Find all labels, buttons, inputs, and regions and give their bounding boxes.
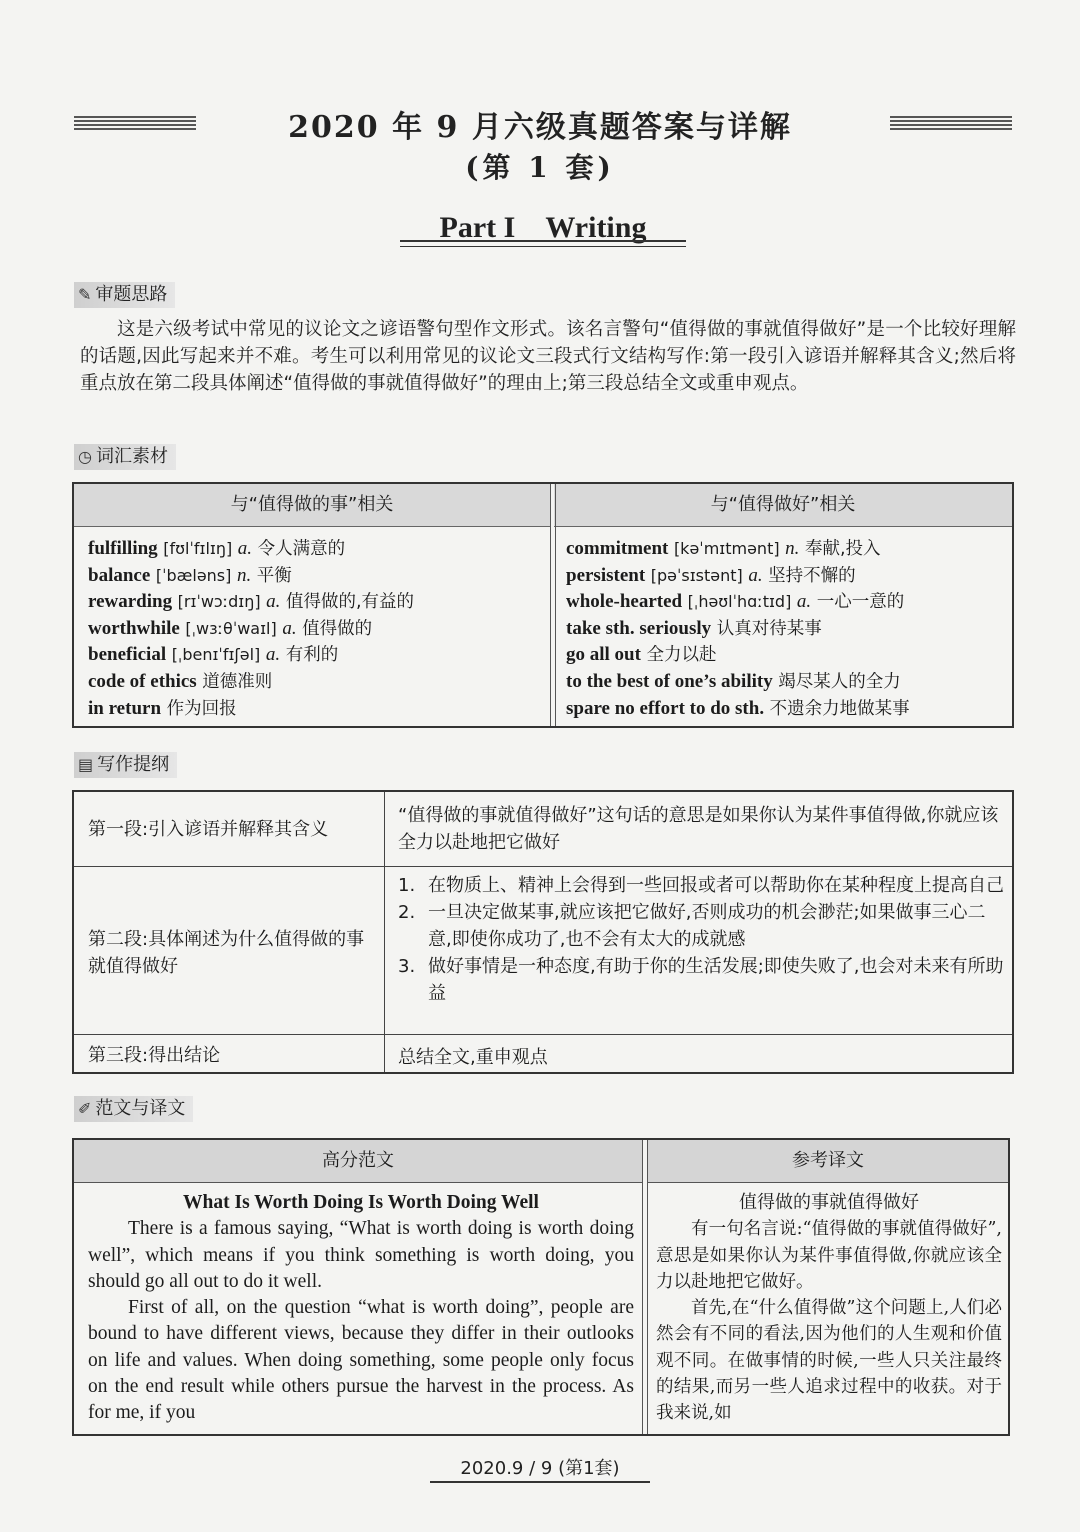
vocab-meaning: 道德准则 xyxy=(202,671,273,692)
vocab-word: persistent xyxy=(566,564,646,586)
vocab-item xyxy=(88,669,414,696)
outline-row2-content xyxy=(398,872,1004,1007)
vocab-part-of-speech: a. xyxy=(265,644,281,666)
vocab-item xyxy=(88,616,414,643)
vocab-item xyxy=(88,642,414,669)
vocab-phonetic: [ˌbenɪˈfɪʃəl] xyxy=(171,645,261,665)
vocab-phonetic: [pəˈsɪstənt] xyxy=(650,565,743,585)
sample-header-right: 参考译文 xyxy=(648,1140,1008,1183)
vocab-phonetic: [ˌhəʊlˈhɑːtɪd] xyxy=(687,592,792,612)
vocab-phonetic: [fʊlˈfɪlɪŋ] xyxy=(163,539,233,558)
vocab-item xyxy=(566,589,910,616)
vocab-part-of-speech: n. xyxy=(785,538,800,559)
sample-header-left: 高分范文 xyxy=(74,1140,642,1183)
vocab-part-of-speech: a. xyxy=(748,564,763,586)
vocab-list-left xyxy=(88,536,414,722)
vocab-meaning: 值得做的,有益的 xyxy=(286,592,415,613)
vocab-meaning: 全力以赴 xyxy=(646,645,717,666)
vocab-item xyxy=(88,563,414,590)
vocab-word: take sth. seriously xyxy=(566,617,712,639)
vocab-part-of-speech: n. xyxy=(236,564,252,586)
section-heading-label: 写作提纲 xyxy=(97,754,170,775)
vocab-item xyxy=(566,669,910,696)
outline-row3-label: 第三段:得出结论 xyxy=(88,1045,221,1066)
sample-essay-table xyxy=(72,1138,1010,1436)
vocab-word: whole-hearted xyxy=(566,591,683,613)
outline-point xyxy=(398,953,1004,1007)
english-essay xyxy=(88,1190,634,1427)
vocab-meaning: 竭尽某人的全力 xyxy=(778,671,901,692)
vocab-meaning: 坚持不懈的 xyxy=(768,565,856,586)
outline-point-text: 一旦决定做某事,就应该把它做好,否则成功的机会渺茫;如果做事三心二意,即使你成功了,也不会有太大的成就感 xyxy=(428,902,986,950)
part-underline xyxy=(400,240,686,247)
outline-point-number: 2. xyxy=(398,902,416,923)
english-essay-title: What Is Worth Doing Is Worth Doing Well xyxy=(183,1192,539,1213)
vocab-item xyxy=(88,589,414,616)
outline-column-divider xyxy=(384,792,385,1072)
sample-column-divider xyxy=(642,1140,648,1434)
outline-table xyxy=(72,790,1014,1074)
vocab-part-of-speech: a. xyxy=(282,617,297,639)
section-heading-label: 词汇素材 xyxy=(95,446,168,467)
vocab-meaning: 认真对待某事 xyxy=(716,618,822,639)
vocab-part-of-speech: a. xyxy=(237,538,253,559)
vocab-item xyxy=(566,696,910,723)
outline-row-divider xyxy=(74,866,1012,867)
vocab-list-right xyxy=(566,536,910,722)
section-heading-analysis xyxy=(74,282,175,308)
vocab-header-left: 与“值得做的事”相关 xyxy=(74,484,550,527)
vocab-item xyxy=(566,536,910,563)
outline-point-number: 1. xyxy=(398,875,416,896)
clock-icon: ◷ xyxy=(78,447,92,466)
chinese-paragraph-1: 有一句名言说:“值得做的事就值得做好”,意思是如果你认为某件事值得做,你就应该全力以赴地把它做好。 xyxy=(656,1219,1002,1292)
vocab-meaning: 值得做的 xyxy=(302,618,373,639)
vocab-item xyxy=(88,696,414,723)
vocab-item xyxy=(566,563,910,590)
outline-row3-content: 总结全文,重申观点 xyxy=(398,1047,548,1068)
vocab-column-divider xyxy=(550,484,556,726)
analysis-paragraph xyxy=(80,316,1016,397)
outline-row2-label: 第二段:具体阐述为什么值得做的事就值得做好 xyxy=(88,929,365,977)
vocab-word: worthwhile xyxy=(88,617,180,639)
vocab-meaning: 平衡 xyxy=(256,565,292,586)
vocab-part-of-speech: a. xyxy=(266,591,281,613)
vocabulary-table xyxy=(72,482,1014,728)
vocab-word: go all out xyxy=(566,644,641,666)
chinese-translation xyxy=(656,1190,1002,1427)
vocab-part-of-speech: a. xyxy=(796,591,812,613)
pencil-icon: ✎ xyxy=(78,285,92,304)
outline-point-text: 做好事情是一种态度,有助于你的生活发展;即使失败了,也会对未来有所助益 xyxy=(428,956,1004,1004)
vocab-phonetic: [rɪˈwɔːdɪŋ] xyxy=(177,592,261,612)
part-title: Part I Writing xyxy=(439,211,647,244)
vocab-word: code of ethics xyxy=(88,670,197,692)
vocab-word: fulfilling xyxy=(88,538,158,559)
vocab-meaning: 不遗余力地做某事 xyxy=(769,698,910,719)
brush-icon: ✐ xyxy=(78,1099,92,1118)
vocab-word: beneficial xyxy=(88,644,167,666)
english-paragraph-1: There is a famous saying, “What is worth doing is worth doing well”, which means if you think something is worth doing, you should go all out to do it well. xyxy=(88,1218,634,1292)
outline-point-number: 3. xyxy=(398,956,416,977)
chinese-paragraph-2: 首先,在“什么值得做”这个问题上,人们必然会有不同的看法,因为他们的人生观和价值观不同。在做事情的时候,一些人只关注最终的结果,而另一些人追求过程中的收获。对于我来说,如 xyxy=(656,1298,1002,1424)
notepad-icon: ▤ xyxy=(78,755,94,774)
vocab-phonetic: [ˈbæləns] xyxy=(155,565,232,585)
vocab-item xyxy=(88,536,414,563)
section-heading-sample xyxy=(74,1096,193,1122)
section-heading-outline xyxy=(74,752,177,778)
vocab-item xyxy=(566,642,910,669)
vocab-word: in return xyxy=(88,697,162,719)
vocab-word: balance xyxy=(88,564,151,586)
vocab-word: rewarding xyxy=(88,591,173,613)
analysis-text: 这是六级考试中常见的议论文之谚语警句型作文形式。该名言警句“值得做的事就值得做好”是一个比较好理解的话题,因此写起来并不难。考生可以利用常见的议论文三段式行文结构写作:第一段引入谚语并解释其含义;然后将重点放在第二段具体阐述“值得做的事就值得做好”的理由上;第三段总结全文或重申观点。 xyxy=(80,319,1016,394)
section-heading-vocabulary xyxy=(74,444,176,470)
outline-point xyxy=(398,899,1004,953)
vocab-meaning: 一心一意的 xyxy=(816,592,905,613)
vocab-phonetic: [kəˈmɪtmənt] xyxy=(673,539,780,558)
page-footer: 2020.9 / 9 (第1套) xyxy=(430,1454,650,1483)
chinese-translation-title: 值得做的事就值得做好 xyxy=(739,1192,919,1213)
outline-row1-content: “值得做的事就值得做好”这句话的意思是如果你认为某件事值得做,你就应该全力以赴地把它做好 xyxy=(398,805,999,853)
section-heading-label: 审题思路 xyxy=(95,284,168,305)
page-title: 2020 年 9 月六级真题答案与详解 xyxy=(288,110,792,145)
vocab-meaning: 奉献,投入 xyxy=(804,539,881,559)
vocab-header-right: 与“值得做好”相关 xyxy=(554,484,1012,527)
vocab-meaning: 令人满意的 xyxy=(257,539,346,559)
section-heading-label: 范文与译文 xyxy=(95,1098,186,1119)
outline-points-list xyxy=(398,872,1004,1007)
vocab-phonetic: [ˌwɜːθˈwaɪl] xyxy=(185,618,277,638)
vocab-meaning: 有利的 xyxy=(285,645,339,666)
outline-point-text: 在物质上、精神上会得到一些回报或者可以帮助你在某种程度上提高自己 xyxy=(428,875,1004,896)
outline-row1-label: 第一段:引入谚语并解释其含义 xyxy=(88,819,329,840)
vocab-word: spare no effort to do sth. xyxy=(566,697,765,719)
page-subtitle: (第 1 套) xyxy=(465,151,615,184)
vocab-word: to the best of one’s ability xyxy=(566,670,773,692)
vocab-meaning: 作为回报 xyxy=(166,698,237,719)
vocab-word: commitment xyxy=(566,538,669,559)
outline-point xyxy=(398,872,1004,899)
outline-row-divider xyxy=(74,1034,1012,1035)
vocab-item xyxy=(566,616,910,643)
english-paragraph-2: First of all, on the question “what is worth doing”, people are bound to have different views, because they differ in their outlooks on life and values. When doing something, some people only focus on the end result while others pursue the harvest in the process. As for me, if you xyxy=(88,1297,634,1424)
